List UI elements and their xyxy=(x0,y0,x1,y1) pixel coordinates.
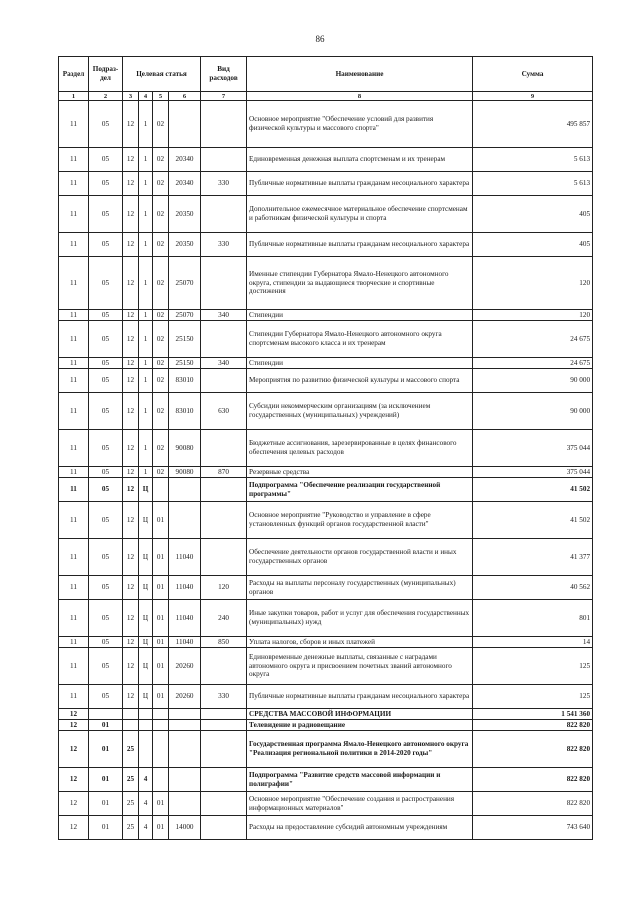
event-code-cell: 02 xyxy=(153,358,169,369)
table-row xyxy=(59,196,593,233)
program-code-cell: 12 xyxy=(123,430,139,467)
column-number: 7 xyxy=(201,92,247,101)
program-code-cell: 12 xyxy=(123,478,139,502)
subsection-cell: 01 xyxy=(89,731,123,768)
subsection-cell: 05 xyxy=(89,358,123,369)
subprogram-code-cell xyxy=(139,731,153,768)
amount-cell: 405 xyxy=(473,233,593,257)
subprogram-code-cell: 1 xyxy=(139,310,153,321)
table-row xyxy=(59,600,593,637)
name-cell: Стипендии Губернатора Ямало-Ненецкого автономного округа спортсменам высокого класса и их тренерам xyxy=(247,321,473,358)
program-code-cell: 12 xyxy=(123,393,139,430)
header-subsection: Подраз-дел xyxy=(89,57,123,92)
amount-cell: 41 502 xyxy=(473,502,593,539)
program-code-cell: 12 xyxy=(123,172,139,196)
section-cell: 11 xyxy=(59,369,89,393)
program-code-cell: 12 xyxy=(123,600,139,637)
subsection-cell: 05 xyxy=(89,393,123,430)
section-cell: 12 xyxy=(59,768,89,792)
amount-cell: 24 675 xyxy=(473,358,593,369)
table-row xyxy=(59,502,593,539)
direction-code-cell xyxy=(169,709,201,720)
subprogram-code-cell: 1 xyxy=(139,101,153,148)
program-code-cell xyxy=(123,709,139,720)
direction-code-cell: 20350 xyxy=(169,196,201,233)
direction-code-cell xyxy=(169,731,201,768)
column-number: 4 xyxy=(139,92,153,101)
direction-code-cell: 11040 xyxy=(169,539,201,576)
name-cell: Мероприятия по развитию физической культуры и массового спорта xyxy=(247,369,473,393)
subprogram-code-cell: 1 xyxy=(139,467,153,478)
name-cell: Основное мероприятие "Руководство и управление в сфере установленных функций органов государственной власти" xyxy=(247,502,473,539)
subsection-cell: 01 xyxy=(89,768,123,792)
subprogram-code-cell: 1 xyxy=(139,369,153,393)
event-code-cell: 02 xyxy=(153,148,169,172)
table-row xyxy=(59,321,593,358)
name-cell: Субсидии некоммерческим организациям (за исключением государственных (муниципальных) учреждений) xyxy=(247,393,473,430)
column-number: 8 xyxy=(247,92,473,101)
event-code-cell: 02 xyxy=(153,310,169,321)
name-cell: Бюджетные ассигнования, зарезервированные в целях финансового обеспечения целевых расходов xyxy=(247,430,473,467)
name-cell: Стипендии xyxy=(247,358,473,369)
section-cell: 11 xyxy=(59,393,89,430)
expense-type-cell xyxy=(201,502,247,539)
program-code-cell: 25 xyxy=(123,816,139,840)
table-row xyxy=(59,430,593,467)
event-code-cell: 01 xyxy=(153,685,169,709)
subsection-cell: 05 xyxy=(89,257,123,310)
program-code-cell: 12 xyxy=(123,576,139,600)
program-code-cell: 12 xyxy=(123,539,139,576)
section-cell: 12 xyxy=(59,816,89,840)
name-cell: Публичные нормативные выплаты гражданам несоциального характера xyxy=(247,172,473,196)
section-cell: 12 xyxy=(59,792,89,816)
direction-code-cell xyxy=(169,792,201,816)
amount-cell: 41 502 xyxy=(473,478,593,502)
direction-code-cell: 20260 xyxy=(169,648,201,685)
section-cell: 11 xyxy=(59,196,89,233)
subprogram-code-cell: 1 xyxy=(139,393,153,430)
table-row xyxy=(59,369,593,393)
section-cell: 11 xyxy=(59,576,89,600)
direction-code-cell xyxy=(169,502,201,539)
subprogram-code-cell xyxy=(139,709,153,720)
section-cell: 11 xyxy=(59,502,89,539)
direction-code-cell: 11040 xyxy=(169,637,201,648)
table-row xyxy=(59,720,593,731)
table-row xyxy=(59,172,593,196)
event-code-cell xyxy=(153,731,169,768)
header-name: Наименование xyxy=(247,57,473,92)
name-cell: Стипендии xyxy=(247,310,473,321)
name-cell: Основное мероприятие "Обеспечение условий для развития физической культуры и массового спорта" xyxy=(247,101,473,148)
table-row xyxy=(59,257,593,310)
amount-cell: 120 xyxy=(473,257,593,310)
table-row xyxy=(59,310,593,321)
subsection-cell: 05 xyxy=(89,101,123,148)
subsection-cell: 05 xyxy=(89,478,123,502)
subprogram-code-cell: 1 xyxy=(139,172,153,196)
subsection-cell: 05 xyxy=(89,321,123,358)
program-code-cell: 25 xyxy=(123,792,139,816)
subprogram-code-cell: 1 xyxy=(139,196,153,233)
subprogram-code-cell: 1 xyxy=(139,233,153,257)
header-expense-type: Вид расходов xyxy=(201,57,247,92)
subsection-cell: 05 xyxy=(89,430,123,467)
section-cell: 11 xyxy=(59,233,89,257)
amount-cell: 5 613 xyxy=(473,172,593,196)
subprogram-code-cell: 4 xyxy=(139,816,153,840)
table-row xyxy=(59,731,593,768)
program-code-cell: 12 xyxy=(123,257,139,310)
program-code-cell: 12 xyxy=(123,310,139,321)
program-code-cell: 12 xyxy=(123,101,139,148)
direction-code-cell: 11040 xyxy=(169,576,201,600)
subprogram-code-cell: 1 xyxy=(139,358,153,369)
subprogram-code-cell: Ц xyxy=(139,637,153,648)
amount-cell: 41 377 xyxy=(473,539,593,576)
program-code-cell: 12 xyxy=(123,648,139,685)
table-row xyxy=(59,648,593,685)
subsection-cell: 05 xyxy=(89,467,123,478)
event-code-cell: 02 xyxy=(153,467,169,478)
subsection-cell: 05 xyxy=(89,148,123,172)
section-cell: 11 xyxy=(59,148,89,172)
table-row xyxy=(59,816,593,840)
header-amount: Сумма xyxy=(473,57,593,92)
expense-type-cell xyxy=(201,478,247,502)
event-code-cell: 02 xyxy=(153,369,169,393)
section-cell: 12 xyxy=(59,709,89,720)
header-section: Раздел xyxy=(59,57,89,92)
amount-cell: 822 820 xyxy=(473,792,593,816)
table-row xyxy=(59,358,593,369)
section-cell: 11 xyxy=(59,539,89,576)
direction-code-cell: 90080 xyxy=(169,467,201,478)
subsection-cell: 05 xyxy=(89,233,123,257)
section-cell: 11 xyxy=(59,637,89,648)
name-cell: Публичные нормативные выплаты гражданам несоциального характера xyxy=(247,685,473,709)
amount-cell: 822 820 xyxy=(473,731,593,768)
program-code-cell: 12 xyxy=(123,637,139,648)
expense-type-cell xyxy=(201,792,247,816)
event-code-cell: 01 xyxy=(153,502,169,539)
direction-code-cell: 20350 xyxy=(169,233,201,257)
amount-cell: 125 xyxy=(473,648,593,685)
subprogram-code-cell: Ц xyxy=(139,539,153,576)
subprogram-code-cell: 4 xyxy=(139,768,153,792)
amount-cell: 120 xyxy=(473,310,593,321)
section-cell: 11 xyxy=(59,648,89,685)
expense-type-cell: 340 xyxy=(201,358,247,369)
subsection-cell: 05 xyxy=(89,648,123,685)
name-cell: Публичные нормативные выплаты гражданам несоциального характера xyxy=(247,233,473,257)
subsection-cell: 05 xyxy=(89,172,123,196)
direction-code-cell: 14000 xyxy=(169,816,201,840)
section-cell: 11 xyxy=(59,685,89,709)
direction-code-cell xyxy=(169,720,201,731)
table-row xyxy=(59,393,593,430)
expense-type-cell xyxy=(201,430,247,467)
expense-type-cell xyxy=(201,720,247,731)
table-row xyxy=(59,685,593,709)
expense-type-cell: 240 xyxy=(201,600,247,637)
event-code-cell: 02 xyxy=(153,257,169,310)
table-row xyxy=(59,467,593,478)
direction-code-cell: 25150 xyxy=(169,321,201,358)
section-cell: 11 xyxy=(59,358,89,369)
expense-type-cell: 330 xyxy=(201,685,247,709)
section-cell: 11 xyxy=(59,172,89,196)
amount-cell: 495 857 xyxy=(473,101,593,148)
name-cell: Государственная программа Ямало-Ненецкого автономного округа "Реализация региональной политики в 2014-2020 годы" xyxy=(247,731,473,768)
amount-cell: 822 820 xyxy=(473,768,593,792)
subsection-cell xyxy=(89,709,123,720)
section-cell: 11 xyxy=(59,101,89,148)
table-row xyxy=(59,637,593,648)
direction-code-cell: 25070 xyxy=(169,310,201,321)
subprogram-code-cell: 4 xyxy=(139,792,153,816)
table-row xyxy=(59,101,593,148)
subsection-cell: 01 xyxy=(89,792,123,816)
expense-type-cell xyxy=(201,709,247,720)
subprogram-code-cell xyxy=(139,720,153,731)
table-row xyxy=(59,233,593,257)
subsection-cell: 05 xyxy=(89,685,123,709)
event-code-cell: 02 xyxy=(153,321,169,358)
column-number: 1 xyxy=(59,92,89,101)
direction-code-cell xyxy=(169,478,201,502)
event-code-cell: 01 xyxy=(153,648,169,685)
direction-code-cell xyxy=(169,768,201,792)
expense-type-cell xyxy=(201,816,247,840)
header-row xyxy=(59,57,593,92)
name-cell: Основное мероприятие "Обеспечение создания и распространения информационных материалов" xyxy=(247,792,473,816)
subprogram-code-cell: Ц xyxy=(139,478,153,502)
subsection-cell: 05 xyxy=(89,576,123,600)
amount-cell: 405 xyxy=(473,196,593,233)
expense-type-cell: 330 xyxy=(201,233,247,257)
direction-code-cell: 90080 xyxy=(169,430,201,467)
table-row xyxy=(59,576,593,600)
expense-type-cell: 120 xyxy=(201,576,247,600)
direction-code-cell: 20260 xyxy=(169,685,201,709)
expense-type-cell xyxy=(201,731,247,768)
amount-cell: 125 xyxy=(473,685,593,709)
expense-type-cell xyxy=(201,369,247,393)
program-code-cell: 12 xyxy=(123,321,139,358)
section-cell: 12 xyxy=(59,720,89,731)
column-number: 2 xyxy=(89,92,123,101)
column-number: 6 xyxy=(169,92,201,101)
subsection-cell: 01 xyxy=(89,720,123,731)
table-row xyxy=(59,539,593,576)
event-code-cell: 02 xyxy=(153,393,169,430)
subprogram-code-cell: 1 xyxy=(139,257,153,310)
amount-cell: 24 675 xyxy=(473,321,593,358)
amount-cell: 743 640 xyxy=(473,816,593,840)
subsection-cell: 05 xyxy=(89,310,123,321)
event-code-cell: 01 xyxy=(153,600,169,637)
subsection-cell: 05 xyxy=(89,600,123,637)
event-code-cell: 02 xyxy=(153,172,169,196)
table-row xyxy=(59,478,593,502)
amount-cell: 90 000 xyxy=(473,369,593,393)
amount-cell: 801 xyxy=(473,600,593,637)
event-code-cell xyxy=(153,709,169,720)
direction-code-cell xyxy=(169,101,201,148)
program-code-cell: 12 xyxy=(123,358,139,369)
expense-type-cell xyxy=(201,196,247,233)
header-target-article: Целевая статья xyxy=(123,57,201,92)
event-code-cell: 01 xyxy=(153,816,169,840)
subprogram-code-cell: 1 xyxy=(139,148,153,172)
program-code-cell: 12 xyxy=(123,685,139,709)
program-code-cell: 12 xyxy=(123,233,139,257)
section-cell: 12 xyxy=(59,731,89,768)
name-cell: Расходы на предоставление субсидий автономным учреждениям xyxy=(247,816,473,840)
section-cell: 11 xyxy=(59,478,89,502)
expense-type-cell xyxy=(201,257,247,310)
table-body xyxy=(59,101,593,840)
name-cell: Резервные средства xyxy=(247,467,473,478)
subsection-cell: 01 xyxy=(89,816,123,840)
subprogram-code-cell: Ц xyxy=(139,576,153,600)
subprogram-code-cell: 1 xyxy=(139,430,153,467)
subprogram-code-cell: 1 xyxy=(139,321,153,358)
subprogram-code-cell: Ц xyxy=(139,685,153,709)
direction-code-cell: 83010 xyxy=(169,393,201,430)
direction-code-cell: 83010 xyxy=(169,369,201,393)
column-number: 9 xyxy=(473,92,593,101)
expense-type-cell: 850 xyxy=(201,637,247,648)
event-code-cell: 01 xyxy=(153,576,169,600)
name-cell: Единовременные денежные выплаты, связанные с наградами автономного округа и присвоением почетных званий автономного округа xyxy=(247,648,473,685)
event-code-cell: 02 xyxy=(153,196,169,233)
program-code-cell: 12 xyxy=(123,502,139,539)
expense-type-cell: 630 xyxy=(201,393,247,430)
amount-cell: 1 541 360 xyxy=(473,709,593,720)
column-number: 3 xyxy=(123,92,139,101)
name-cell: Иные закупки товаров, работ и услуг для обеспечения государственных (муниципальных) нужд xyxy=(247,600,473,637)
subprogram-code-cell: Ц xyxy=(139,648,153,685)
expense-type-cell: 870 xyxy=(201,467,247,478)
column-number: 5 xyxy=(153,92,169,101)
name-cell: Расходы на выплаты персоналу государственных (муниципальных) органов xyxy=(247,576,473,600)
event-code-cell xyxy=(153,478,169,502)
section-cell: 11 xyxy=(59,257,89,310)
direction-code-cell: 25070 xyxy=(169,257,201,310)
direction-code-cell: 20340 xyxy=(169,148,201,172)
event-code-cell xyxy=(153,768,169,792)
expense-type-cell xyxy=(201,539,247,576)
direction-code-cell: 11040 xyxy=(169,600,201,637)
expense-type-cell: 340 xyxy=(201,310,247,321)
page-number: 86 xyxy=(315,34,325,44)
name-cell: Обеспечение деятельности органов государственной власти и иных государственных органов xyxy=(247,539,473,576)
expense-type-cell xyxy=(201,148,247,172)
program-code-cell: 12 xyxy=(123,369,139,393)
event-code-cell xyxy=(153,720,169,731)
program-code-cell: 25 xyxy=(123,731,139,768)
expense-type-cell xyxy=(201,648,247,685)
table-row xyxy=(59,768,593,792)
event-code-cell: 01 xyxy=(153,539,169,576)
budget-table xyxy=(58,56,593,840)
program-code-cell xyxy=(123,720,139,731)
column-number-row xyxy=(59,92,593,101)
amount-cell: 14 xyxy=(473,637,593,648)
subsection-cell: 05 xyxy=(89,539,123,576)
section-cell: 11 xyxy=(59,600,89,637)
amount-cell: 375 044 xyxy=(473,430,593,467)
direction-code-cell: 25150 xyxy=(169,358,201,369)
section-cell: 11 xyxy=(59,321,89,358)
program-code-cell: 12 xyxy=(123,148,139,172)
name-cell: СРЕДСТВА МАССОВОЙ ИНФОРМАЦИИ xyxy=(247,709,473,720)
table-row xyxy=(59,792,593,816)
table-row xyxy=(59,148,593,172)
expense-type-cell: 330 xyxy=(201,172,247,196)
amount-cell: 822 820 xyxy=(473,720,593,731)
subprogram-code-cell: Ц xyxy=(139,600,153,637)
section-cell: 11 xyxy=(59,467,89,478)
direction-code-cell: 20340 xyxy=(169,172,201,196)
section-cell: 11 xyxy=(59,430,89,467)
name-cell: Телевидение и радиовещание xyxy=(247,720,473,731)
event-code-cell: 01 xyxy=(153,637,169,648)
expense-type-cell xyxy=(201,101,247,148)
name-cell: Именные стипендии Губернатора Ямало-Ненецкого автономного округа, стипендии за выдающиеся творческие и спортивные достижения xyxy=(247,257,473,310)
subprogram-code-cell: Ц xyxy=(139,502,153,539)
event-code-cell: 01 xyxy=(153,792,169,816)
expense-type-cell xyxy=(201,768,247,792)
name-cell: Единовременная денежная выплата спортсменам и их тренерам xyxy=(247,148,473,172)
event-code-cell: 02 xyxy=(153,101,169,148)
subsection-cell: 05 xyxy=(89,637,123,648)
subsection-cell: 05 xyxy=(89,196,123,233)
amount-cell: 375 044 xyxy=(473,467,593,478)
name-cell: Подпрограмма "Обеспечение реализации государственной программы" xyxy=(247,478,473,502)
subsection-cell: 05 xyxy=(89,369,123,393)
subsection-cell: 05 xyxy=(89,502,123,539)
amount-cell: 5 613 xyxy=(473,148,593,172)
section-cell: 11 xyxy=(59,310,89,321)
expense-type-cell xyxy=(201,321,247,358)
name-cell: Уплата налогов, сборов и иных платежей xyxy=(247,637,473,648)
program-code-cell: 12 xyxy=(123,467,139,478)
program-code-cell: 12 xyxy=(123,196,139,233)
amount-cell: 40 562 xyxy=(473,576,593,600)
name-cell: Дополнительное ежемесячное материальное обеспечение спортсменам и работникам физической культуры и спорта xyxy=(247,196,473,233)
amount-cell: 90 000 xyxy=(473,393,593,430)
table-row xyxy=(59,709,593,720)
program-code-cell: 25 xyxy=(123,768,139,792)
event-code-cell: 02 xyxy=(153,233,169,257)
event-code-cell: 02 xyxy=(153,430,169,467)
name-cell: Подпрограмма "Развитие средств массовой информации и полиграфии" xyxy=(247,768,473,792)
